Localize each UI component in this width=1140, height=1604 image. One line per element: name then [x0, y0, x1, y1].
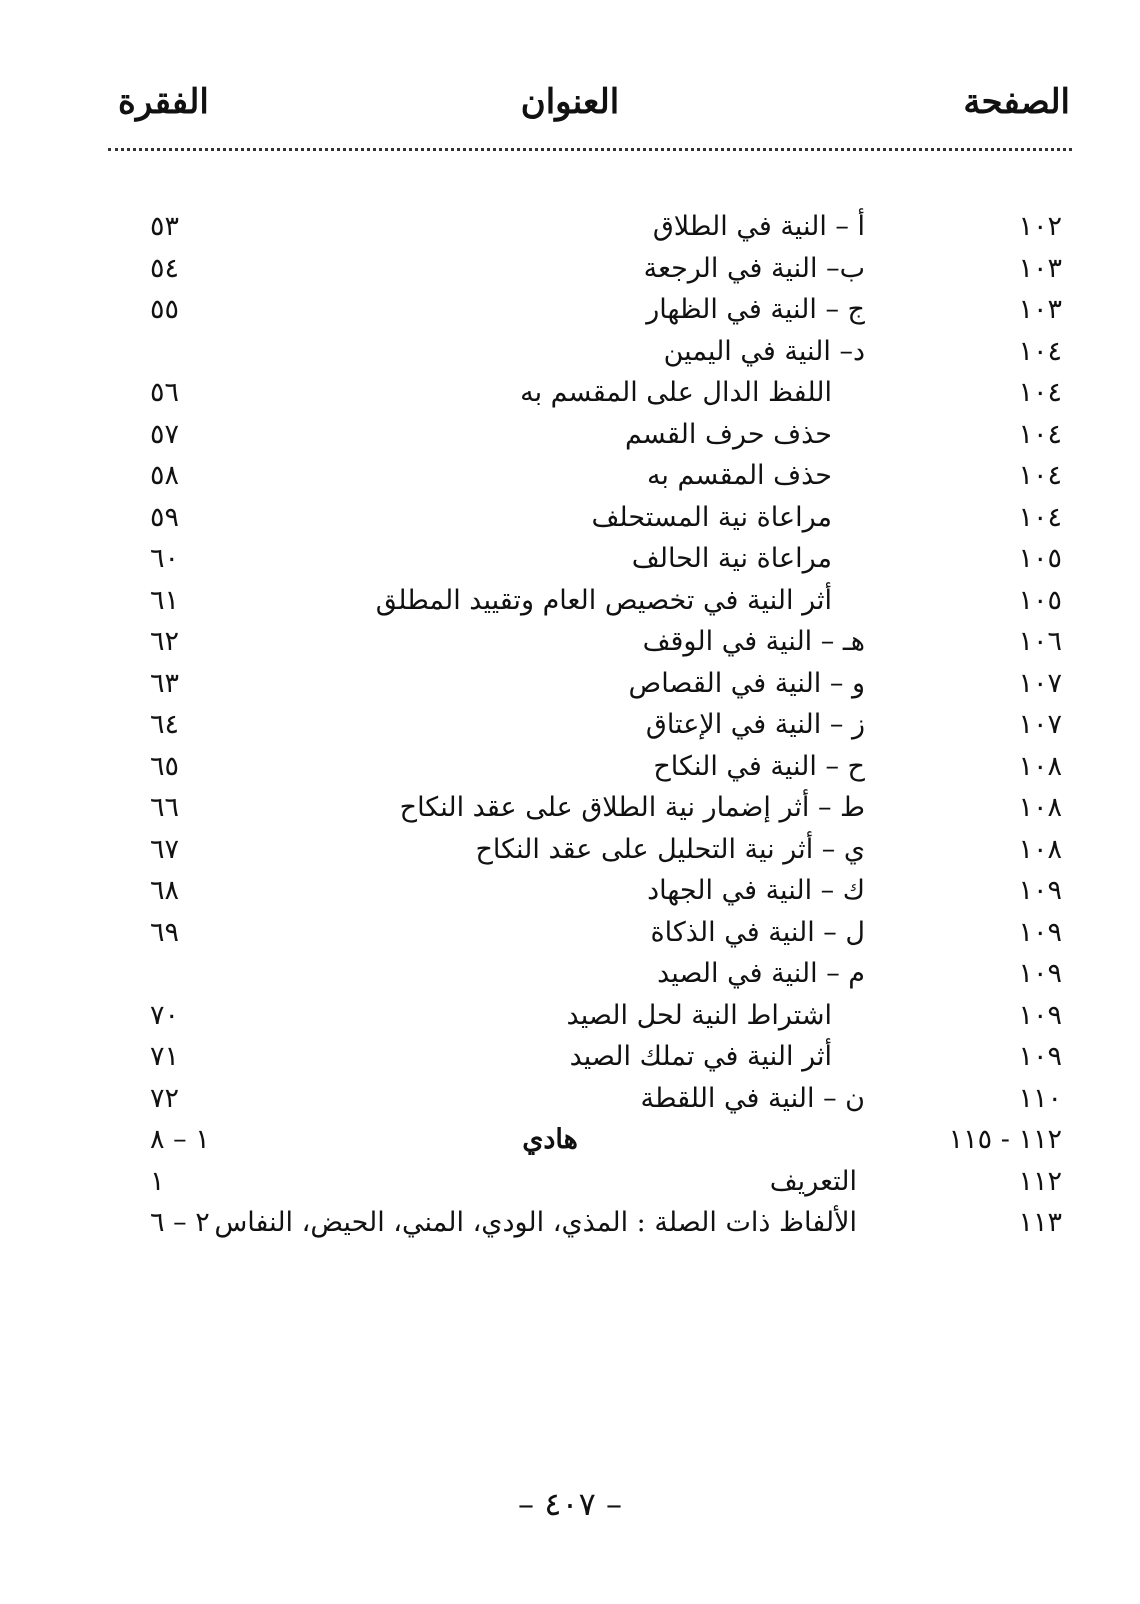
- table-row: [0, 622, 1140, 664]
- row-page-number: ١٠٤: [1018, 460, 1062, 491]
- table-row: [0, 1162, 1140, 1204]
- table-row: [0, 249, 1140, 291]
- row-page-number: ١١٠: [1018, 1082, 1062, 1114]
- row-page-number: ١٠٤: [1018, 377, 1062, 408]
- table-row: [0, 332, 1140, 374]
- row-page-number: ١٠٨: [1018, 750, 1062, 782]
- row-title: ن – النية في اللقطة: [640, 1082, 865, 1114]
- row-page-number: ١٠٩: [1018, 916, 1062, 948]
- row-title: ز – النية في الإعتاق: [645, 709, 865, 740]
- row-paragraph-number: ٦٥: [150, 750, 180, 782]
- row-title: د– النية في اليمين: [663, 335, 865, 367]
- row-paragraph-number: ٥٥: [150, 294, 180, 325]
- index-table: [0, 207, 1140, 1245]
- row-page-number: ١٠٤: [1018, 335, 1062, 367]
- row-title: حذف حرف القسم: [624, 418, 832, 450]
- row-page-number: ١١٣: [1018, 1207, 1062, 1238]
- row-title: حذف المقسم به: [646, 460, 832, 491]
- row-page-number: ١٠٣: [1018, 294, 1062, 325]
- row-paragraph-number: ١: [150, 1165, 165, 1197]
- row-title: ط – أثر إضمار نية الطلاق على عقد النكاح: [399, 792, 865, 823]
- row-paragraph-number: ٧١: [150, 1041, 180, 1072]
- row-title: هادي: [522, 1124, 578, 1155]
- row-title: التعريف: [769, 1165, 857, 1197]
- row-page-number: ١٠٤: [1018, 501, 1062, 533]
- row-paragraph-number: ٥٦: [150, 377, 180, 408]
- table-row: [0, 415, 1140, 457]
- row-title: مراعاة نية المستحلف: [591, 501, 832, 533]
- row-page-number: ١١٢ - ١١٥: [948, 1124, 1062, 1155]
- row-title: اشتراط النية لحل الصيد: [566, 999, 832, 1031]
- row-title: مراعاة نية الحالف: [631, 543, 832, 574]
- row-page-number: ١٠٧: [1018, 667, 1062, 699]
- row-paragraph-number: ٥٧: [150, 418, 180, 450]
- row-title: م – النية في الصيد: [657, 958, 865, 989]
- table-row: [0, 1120, 1140, 1162]
- row-paragraph-number: ٥٤: [150, 252, 180, 284]
- page-number: – ٤٠٧ –: [518, 1485, 622, 1523]
- row-page-number: ١١٢: [1018, 1165, 1062, 1197]
- row-title: أ – النية في الطلاق: [652, 211, 865, 242]
- row-title: هـ – النية في الوقف: [642, 626, 865, 657]
- row-paragraph-number: ٦٣: [150, 667, 180, 699]
- row-title: أثر النية في تخصيص العام وتقييد المطلق: [375, 584, 832, 616]
- row-page-number: ١٠٢: [1018, 211, 1062, 242]
- row-paragraph-number: ٥٨: [150, 460, 180, 491]
- row-paragraph-number: ٦٢: [150, 626, 180, 657]
- row-paragraph-number: ٦٨: [150, 875, 180, 906]
- table-row: [0, 373, 1140, 415]
- table-row: [0, 290, 1140, 332]
- row-paragraph-number: ٦١: [150, 584, 180, 616]
- table-row: [0, 996, 1140, 1038]
- table-row: [0, 871, 1140, 913]
- row-title: أثر النية في تملك الصيد: [569, 1041, 832, 1072]
- row-page-number: ١٠٤: [1018, 418, 1062, 450]
- row-page-number: ١٠٥: [1018, 543, 1062, 574]
- table-row: [0, 581, 1140, 623]
- table-row: [0, 1203, 1140, 1245]
- paragraph-column-header: الفقرة: [118, 82, 209, 122]
- row-title: ح – النية في النكاح: [653, 750, 865, 782]
- table-row: [0, 498, 1140, 540]
- row-title: اللفظ الدال على المقسم به: [520, 377, 832, 408]
- table-row: [0, 207, 1140, 249]
- table-row: [0, 705, 1140, 747]
- row-paragraph-number: ٧٢: [150, 1082, 180, 1114]
- table-row: [0, 954, 1140, 996]
- row-title: الألفاظ ذات الصلة : المذي، الودي، المني، الحيض، النفاس: [214, 1207, 857, 1238]
- row-page-number: ١٠٧: [1018, 709, 1062, 740]
- row-paragraph-number: ٦٩: [150, 916, 180, 948]
- row-paragraph-number: ٦٤: [150, 709, 180, 740]
- row-title: ل – النية في الذكاة: [650, 916, 865, 948]
- row-title: ي – أثر نية التحليل على عقد النكاح: [475, 833, 865, 865]
- row-page-number: ١٠٦: [1018, 626, 1062, 657]
- title-column-header: العنوان: [520, 82, 620, 122]
- page-column-header: الصفحة: [963, 82, 1070, 122]
- row-page-number: ١٠٩: [1018, 1041, 1062, 1072]
- table-row: [0, 456, 1140, 498]
- row-title: و – النية في القصاص: [628, 667, 865, 699]
- row-page-number: ١٠٨: [1018, 833, 1062, 865]
- row-paragraph-number: ١ – ٨: [150, 1124, 210, 1155]
- row-page-number: ١٠٥: [1018, 584, 1062, 616]
- header-dotted-rule: [108, 148, 1072, 151]
- row-page-number: ١٠٩: [1018, 999, 1062, 1031]
- row-title: ج – النية في الظهار: [646, 294, 865, 325]
- row-paragraph-number: ٦٠: [150, 543, 180, 574]
- row-title: ب– النية في الرجعة: [643, 252, 865, 284]
- table-row: [0, 913, 1140, 955]
- table-row: [0, 539, 1140, 581]
- row-page-number: ١٠٨: [1018, 792, 1062, 823]
- row-page-number: ١٠٣: [1018, 252, 1062, 284]
- table-row: [0, 788, 1140, 830]
- row-page-number: ١٠٩: [1018, 958, 1062, 989]
- table-row: [0, 747, 1140, 789]
- table-row: [0, 1079, 1140, 1121]
- table-row: [0, 664, 1140, 706]
- row-page-number: ١٠٩: [1018, 875, 1062, 906]
- table-row: [0, 830, 1140, 872]
- row-paragraph-number: ٦٧: [150, 833, 180, 865]
- row-paragraph-number: ٥٩: [150, 501, 180, 533]
- row-paragraph-number: ٢ – ٦: [150, 1207, 210, 1238]
- row-paragraph-number: ٦٦: [150, 792, 180, 823]
- table-row: [0, 1037, 1140, 1079]
- row-paragraph-number: ٥٣: [150, 211, 180, 242]
- row-title: ك – النية في الجهاد: [647, 875, 865, 906]
- row-paragraph-number: ٧٠: [150, 999, 180, 1031]
